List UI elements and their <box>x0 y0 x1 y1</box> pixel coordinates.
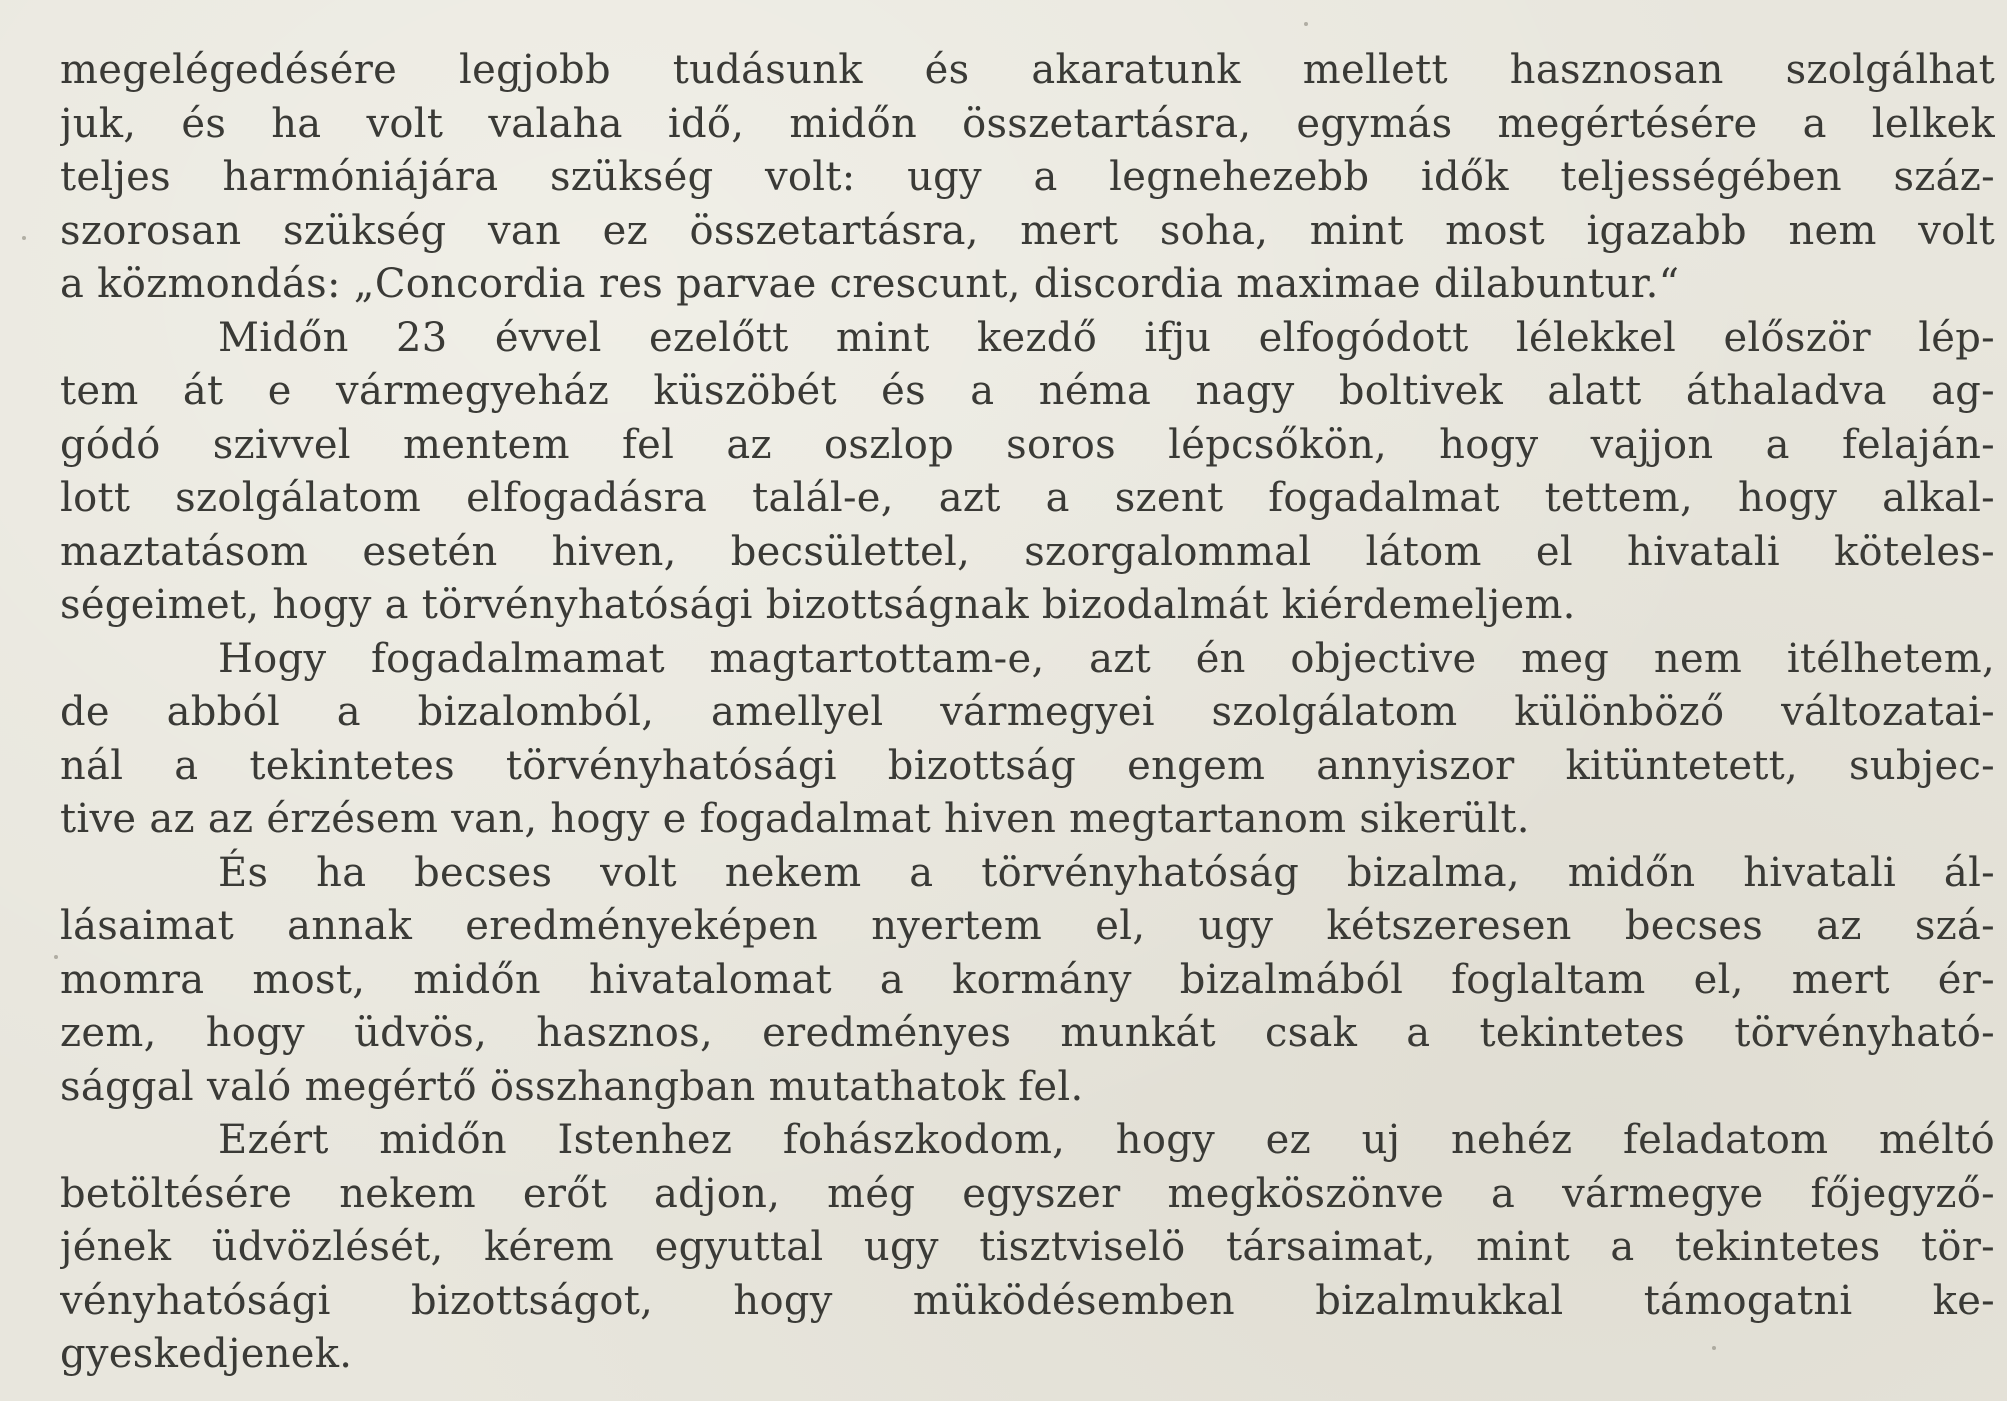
text-line: szorosan szükség van ez összetartásra, mert soha, mint most igazabb nem volt <box>60 207 1995 254</box>
text-line: megelégedésére legjobb tudásunk és akaratunk mellett hasznosan szolgálhat <box>60 47 1995 93</box>
paragraph-start-line: Ezért midőn Istenhez fohászkodom, hogy ez uj nehéz feladatom méltó <box>218 1117 1995 1163</box>
text-line: lott szolgálatom elfogadásra talál-e, azt a szent fogadalmat tettem, hogy alkal- <box>60 475 1995 521</box>
text-line: gyeskedjenek. <box>60 1331 353 1377</box>
paragraph-start-line: Hogy fogadalmamat magtartottam-e, azt én objective meg nem itélhetem, <box>218 635 1995 682</box>
text-line: teljes harmóniájára szükség volt: ugy a legnehezebb idők teljességében száz- <box>60 154 1995 200</box>
text-line: gódó szivvel mentem fel az oszlop soros lépcsőkön, hogy vajjon a felaján- <box>60 421 1995 468</box>
paragraph-start-line: És ha becses volt nekem a törvényhatóság bizalma, midőn hivatali ál- <box>218 849 1995 896</box>
text-line: lásaimat annak eredményeképen nyertem el, ugy kétszeresen becses az szá- <box>60 903 1995 949</box>
document-body <box>60 44 1995 1382</box>
text-line: a közmondás: „Concordia res parvae crescunt, discordia maximae dilabuntur.“ <box>60 261 1680 307</box>
text-line: sággal való megértő összhangban mutathatok fel. <box>60 1063 1084 1110</box>
text-line: de abból a bizalomból, amellyel vármegyei szolgálatom különböző változatai- <box>60 689 1995 735</box>
paragraph-start-line: Midőn 23 évvel ezelőtt mint kezdő ifju elfogódott lélekkel először lép- <box>218 314 1995 361</box>
paper-speck <box>1304 22 1308 26</box>
paper-speck <box>22 236 26 240</box>
text-line: momra most, midőn hivatalomat a kormány bizalmából foglaltam el, mert ér- <box>60 956 1995 1003</box>
text-line: zem, hogy üdvös, hasznos, eredményes munkát csak a tekintetes törvényható- <box>60 1010 1995 1056</box>
text-line: jének üdvözlését, kérem egyuttal ugy tisztviselö társaimat, mint a tekintetes tör- <box>60 1224 1995 1270</box>
text-line: maztatásom esetén hiven, becsülettel, szorgalommal látom el hivatali köteles- <box>60 528 1995 575</box>
text-line: nál a tekintetes törvényhatósági bizottság engem annyiszor kitüntetett, subjec- <box>60 742 1995 789</box>
text-line: betöltésére nekem erőt adjon, még egyszer megköszönve a vármegye főjegyző- <box>60 1170 1995 1217</box>
text-line: tive az az érzésem van, hogy e fogadalmat hiven megtartanom sikerült. <box>60 796 1530 842</box>
text-line: ségeimet, hogy a törvényhatósági bizottságnak bizodalmát kiérdemeljem. <box>60 582 1576 628</box>
text-line: tem át e vármegyeház küszöbét és a néma nagy boltivek alatt áthaladva ag- <box>60 368 1995 414</box>
paper-speck <box>54 955 58 959</box>
text-line: vényhatósági bizottságot, hogy müködésemben bizalmukkal támogatni ke- <box>60 1277 1995 1324</box>
paper-speck <box>1712 1346 1716 1350</box>
text-line: juk, és ha volt valaha idő, midőn összetartásra, egymás megértésére a lelkek <box>60 100 1995 147</box>
